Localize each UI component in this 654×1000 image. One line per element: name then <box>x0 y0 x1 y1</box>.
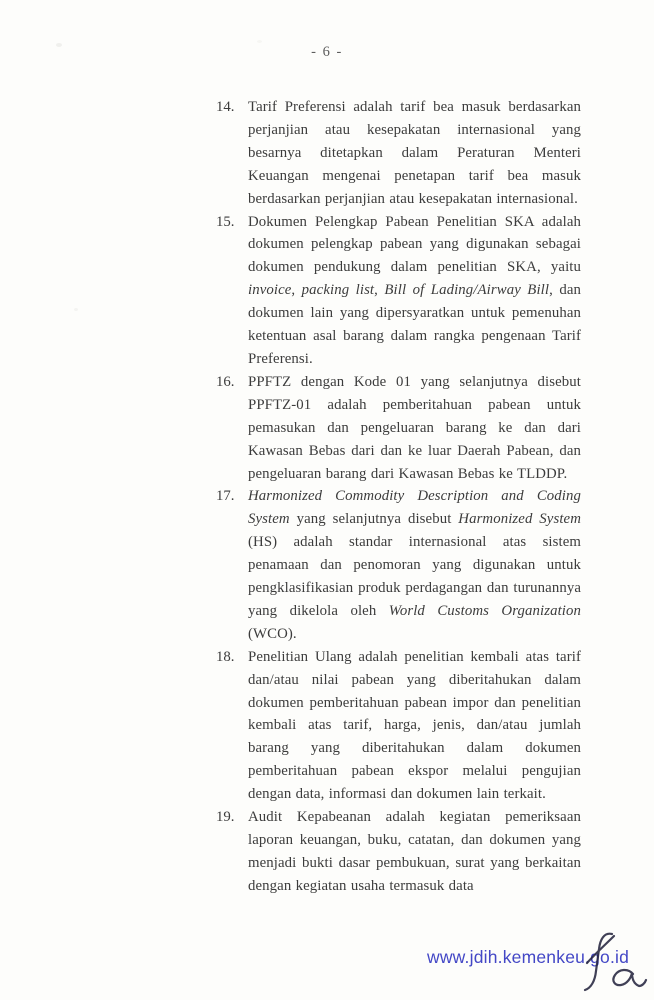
text-run: , <box>291 282 302 299</box>
definition-list <box>216 96 581 898</box>
italic-term: Harmonized System <box>458 511 581 528</box>
italic-term: Harmonized Commodity Description and Coding System <box>248 488 581 528</box>
italic-term: Bill of Lading/Airway Bill <box>384 282 550 299</box>
pen-initial-squiggle <box>613 970 646 986</box>
item-text <box>248 96 581 211</box>
item-text <box>248 211 581 371</box>
item-text <box>248 371 581 486</box>
item-number: 18. <box>216 648 235 665</box>
definition-item <box>216 211 581 371</box>
item-number: 16. <box>216 373 235 390</box>
item-number: 19. <box>216 809 235 826</box>
italic-term: packing list <box>301 282 375 299</box>
item-text <box>248 646 581 806</box>
definition-item <box>216 371 581 486</box>
page-number: - 6 - <box>311 44 343 60</box>
footer-url: www.jdih.kemenkeu.go.id <box>427 947 630 967</box>
definition-item <box>216 96 581 211</box>
text-run: Dokumen Pelengkap Pabean Penelitian SKA adalah dokumen pelengkap pabean yang digunakan sebagai dokumen pendukung dalam penelitian SKA, yaitu <box>248 213 581 276</box>
item-number: 15. <box>216 213 235 230</box>
item-text <box>248 485 581 645</box>
item-number: 14. <box>216 99 235 115</box>
text-run: yang selanjutnya disebut <box>289 511 459 528</box>
text-run: , <box>374 282 385 299</box>
scan-speck <box>257 40 262 43</box>
scan-speck <box>74 308 78 311</box>
definition-item <box>216 806 581 898</box>
text-run: Audit Kepabeanan adalah kegiatan pemeriksaan laporan keuangan, buku, catatan, dan dokumen yang menjadi bukti dasar pembukuan, surat yang berkaitan dengan kegiatan usaha termasuk data <box>248 809 581 894</box>
definition-item <box>216 485 581 645</box>
item-number: 17. <box>216 488 235 505</box>
item-text <box>248 806 581 898</box>
italic-term: World Customs Organization <box>388 602 581 619</box>
text-run: Tarif Preferensi adalah tarif bea masuk berdasarkan perjanjian atau kesepakatan internasional yang besarnya ditetapkan dalam Peraturan Menteri Keuangan mengenai penetapan tarif bea masuk berdasarkan perjanjian atau kesepakatan internasional. <box>248 99 581 207</box>
text-run: (WCO). <box>248 625 297 642</box>
text-run: Penelitian Ulang adalah penelitian kembali atas tarif dan/atau nilai pabean yang diberitahukan dalam dokumen pemberitahuan pabean impor dan penelitian kembali atas tarif, harga, jenis, dan/atau jumlah barang yang diberitahukan dalam dokumen pemberitahuan pabean ekspor melalui pengujian dengan data, informasi dan dokumen lain terkait. <box>248 648 581 803</box>
text-run: , dan dokumen lain yang dipersyaratkan untuk pemenuhan ketentuan asal barang dalam rangka pengenaan Tarif Preferensi. <box>248 282 581 367</box>
text-run: (HS) adalah standar internasional atas sistem penamaan dan penomoran yang digunakan untuk pengklasifikasian produk perdagangan dan turunannya yang dikelola oleh <box>248 534 581 619</box>
definition-item <box>216 646 581 806</box>
text-run: PPFTZ dengan Kode 01 yang selanjutnya disebut PPFTZ-01 adalah pemberitahuan pabean untuk pemasukan dan pengeluaran barang ke dan dari Kawasan Bebas dari dan ke luar Daerah Pabean, dan pengeluaran barang dari Kawasan Bebas ke TLDDP. <box>248 373 581 482</box>
italic-term: invoice <box>248 282 292 299</box>
